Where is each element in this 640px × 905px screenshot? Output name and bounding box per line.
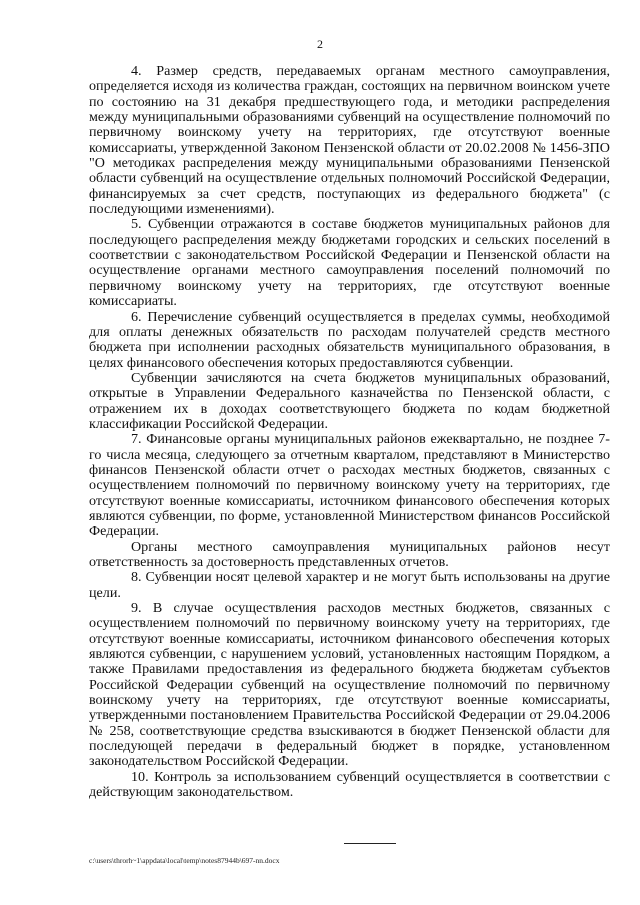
paragraph-4: 4. Размер средств, передаваемых органам местного самоуправления, определяется исходя из количества граждан, состоящих на первичном воинском учете по состоянию на 31 декабря предшествующего года, и методики распределения между муниципальными образованиями субвенций на осуществление полномочий по первичному воинскому учету на территориях, где отсутствуют военные комиссариаты, утвержденной Законом Пензенской области от 20.02.2008 № 1456-ЗПО "О методиках распределения между муниципальными образованиями Пензенской области субвенций на осуществление отдельных полномочий Российской Федерации, финансируемых за счет средств, поступающих из федерального бюджета" (с последующими изменениями). bbox=[89, 63, 610, 218]
paragraph-10: 10. Контроль за использованием субвенций осуществляется в соответствии с действующим законодательством. bbox=[89, 768, 610, 801]
paragraph-7: 7. Финансовые органы муниципальных районов ежеквартально, не позднее 7-го числа месяца, следующего за отчетным кварталом, представляют в Министерство финансов Пензенской области отчет о расходах местных бюджетов, связанных с осуществлением полномочий по первичному воинскому учету на территориях, где отсутствуют военные комиссариаты, источником финансового обеспечения которых являются субвенции, по форме, установленной Министерством финансов Российской Федерации. bbox=[89, 431, 610, 540]
paragraph-5: 5. Субвенции отражаются в составе бюджетов муниципальных районов для последующего распределения между бюджетами городских и сельских поселений в соответствии с законодательством Российской Федерации и Пензенской области на осуществление органами местного самоуправления поселений полномочий по первичному воинскому учету на территориях, где отсутствуют военные комиссариаты. bbox=[89, 216, 610, 310]
paragraph-8: 8. Субвенции носят целевой характер и не могут быть использованы на другие цели. bbox=[89, 569, 610, 601]
paragraph-7-continued: Органы местного самоуправления муниципальных районов несут ответственность за достоверность представленных отчетов. bbox=[89, 538, 610, 570]
paragraph-6: 6. Перечисление субвенций осуществляется в пределах суммы, необходимой для оплаты денежных обязательств по расходам получателей средств местного бюджета при исполнении расходных обязательств муниципального образования, в целях финансового обеспечения которых предоставляются субвенции. bbox=[89, 308, 610, 371]
paragraph-6-continued: Субвенции зачисляются на счета бюджетов муниципальных образований, открытые в Управлении Федерального казначейства по Пензенской области, с отражением их в доходах соответствующего бюджета по кодам бюджетной классификации Российской Федерации. bbox=[89, 369, 610, 432]
footer-file-path: c:\users\throrh~1\appdata\local\temp\notes87944b\697-nn.docx bbox=[89, 856, 280, 865]
paragraph-9: 9. В случае осуществления расходов местных бюджетов, связанных с осуществлением полномочий по первичному воинскому учету на территориях, где отсутствуют военные комиссариаты, источником финансового обеспечения которых являются субвенции, с нарушением условий, установленных настоящим Порядком, а также Правилами предоставления из федерального бюджета бюджетам субъектов Российской Федерации субвенций на осуществление полномочий по первичному воинскому учету на территориях, где отсутствуют военные комиссариаты, утвержденными постановлением Правительства Российской Федерации от 29.04.2006 № 258, соответствующие средства взыскиваются в бюджет Пензенской области для последующей передачи в федеральный бюджет в порядке, установленном законодательством Российской Федерации. bbox=[89, 600, 610, 770]
end-separator-line bbox=[344, 843, 396, 844]
document-body bbox=[89, 64, 610, 801]
page-number: 2 bbox=[317, 37, 323, 51]
